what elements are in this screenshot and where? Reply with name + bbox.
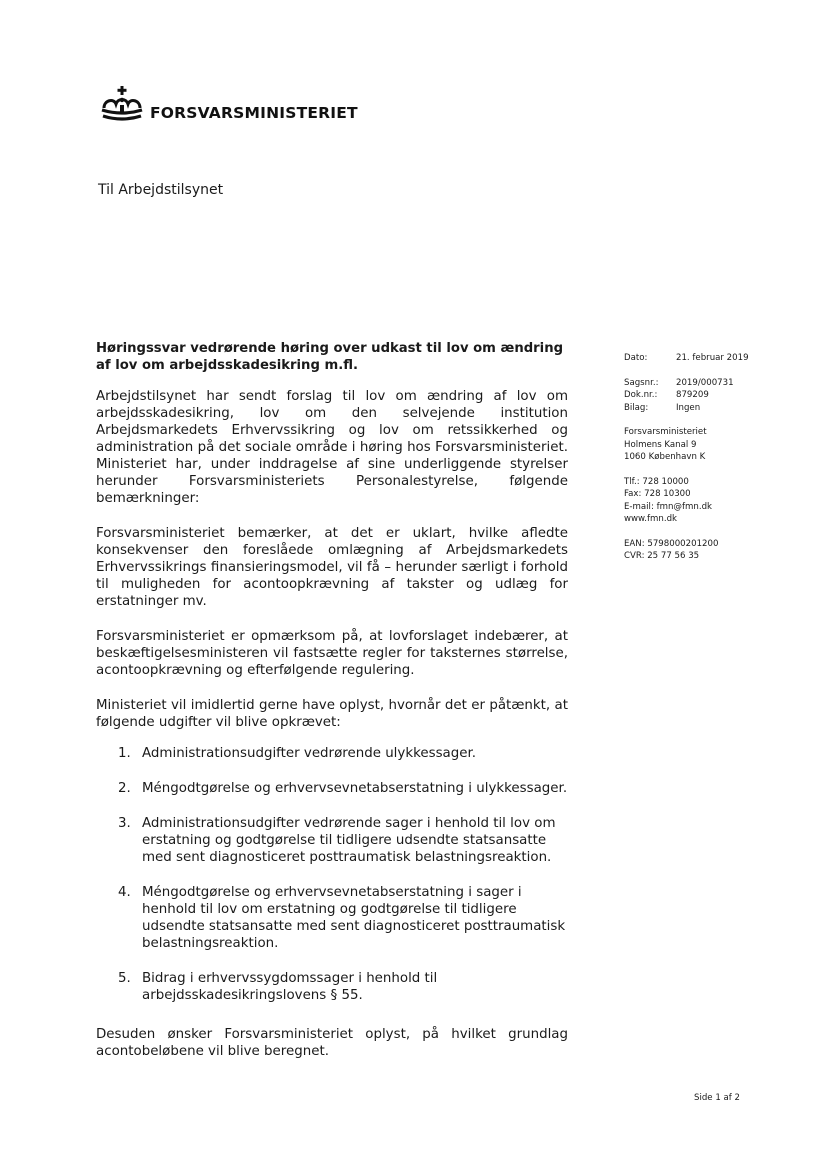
letter-metadata <box>624 352 784 563</box>
paragraph-intro: Arbejdstilsynet har sendt forslag til lov om ændring af lov om arbejdsskadesikring, lov om den selvejende institution Arbejdsmarkedets Erhvervssikring og lov om retssikkerhed og administration på det sociale område i høring hos Forsvarsministeriet. Ministeriet har, under inddragelse af sine underliggende styrelser herunder Forsvarsministeriets Personalestyrelse, følgende bemærkninger: <box>96 389 568 506</box>
list-item-number: 4. <box>118 885 131 900</box>
crown-logo-icon <box>100 86 144 126</box>
letter-body <box>96 340 568 1078</box>
document-number-label: Dok.nr.: <box>624 390 658 400</box>
list-item-text: Administrationsudgifter vedrørende sager i henhold til lov om erstatning og godtgørelse til tidligere udsendte statsansatte med sent diagnosticeret posttraumatisk belastningsreaktion. <box>142 816 556 865</box>
list-item-number: 3. <box>118 816 131 831</box>
ministry-name: FORSVARSMINISTERIET <box>150 104 358 122</box>
list-item <box>96 745 568 762</box>
document-number-row <box>624 389 784 402</box>
ministry-logo <box>100 86 358 126</box>
attachments-label: Bilag: <box>624 402 649 413</box>
date-label: Dato: <box>624 353 648 363</box>
attachments-row <box>624 402 784 415</box>
date-row <box>624 352 784 365</box>
letter-subject: Høringssvar vedrørende høring over udkast til lov om ændring af lov om arbejdsskadesikring m.fl. <box>96 341 564 373</box>
fax-number: Fax: 728 10300 <box>624 489 691 499</box>
list-item-text: Méngodtgørelse og erhvervsevnetabserstatning i ulykkessager. <box>142 781 568 796</box>
list-item-number: 1. <box>118 746 131 761</box>
list-item-text: Méngodtgørelse og erhvervsevnetabserstatning i sager i henhold til lov om erstatning og godtgørelse til tidligere udsendte statsansatte med sent diagnosticeret posttraumatisk belastningsreaktion. <box>142 885 566 951</box>
ean-number: EAN: 5798000201200 <box>624 538 719 549</box>
page-number: Side 1 af 2 <box>694 1093 741 1103</box>
paragraph-concern: Forsvarsministeriet bemærker, at det er uklart, hvilke afledte konsekvenser den foreslåede omlægning af Arbejdsmarkedets Erhvervssikrings finansieringsmodel, vil få – herunder særligt i forhold til muligheden for acontoopkrævning af takster og udlæg for erstatninger mv. <box>96 526 568 609</box>
case-number-label: Sagsnr.: <box>624 377 659 388</box>
paragraph-request: Ministeriet vil imidlertid gerne have oplyst, hvornår det er påtænkt, at følgende udgifter vil blive opkrævet: <box>96 698 568 730</box>
list-item <box>96 780 568 797</box>
list-item-number: 5. <box>118 971 131 986</box>
date-value: 21. februar 2019 <box>676 353 749 363</box>
list-item-number: 2. <box>118 781 131 796</box>
recipient-line: Til Arbejdstilsynet <box>98 182 224 198</box>
cvr-number: CVR: 25 77 56 35 <box>624 551 700 561</box>
attachments-value: Ingen <box>676 402 701 413</box>
paragraph-awareness: Forsvarsministeriet er opmærksom på, at lovforslaget indebærer, at beskæftigelsesministeren vil fastsætte regler for taksternes størrelse, acontoopkrævning og efterfølgende regulering. <box>96 629 568 678</box>
list-item <box>96 970 568 1004</box>
organization-name: Forsvarsministeriet <box>624 427 707 437</box>
list-item <box>96 884 568 952</box>
phone-number: Tlf.: 728 10000 <box>624 476 689 487</box>
expense-list <box>96 745 568 1004</box>
list-item-text: Bidrag i erhvervssygdomssager i henhold til arbejdsskadesikringslovens § 55. <box>142 971 438 1003</box>
list-item-text: Administrationsudgifter vedrørende ulykkessager. <box>142 746 477 761</box>
paragraph-closing: Desuden ønsker Forsvarsministeriet oplyst, på hvilket grundlag acontobeløbene vil blive beregnet. <box>96 1027 568 1059</box>
address-street: Holmens Kanal 9 <box>624 439 697 450</box>
document-number-value: 879209 <box>676 390 709 400</box>
address-city: 1060 København K <box>624 452 706 462</box>
case-number-value: 2019/000731 <box>676 377 734 388</box>
email-address: E-mail: fmn@fmn.dk <box>624 501 713 512</box>
case-number-row <box>624 377 784 390</box>
website: www.fmn.dk <box>624 514 678 524</box>
list-item <box>96 815 568 866</box>
